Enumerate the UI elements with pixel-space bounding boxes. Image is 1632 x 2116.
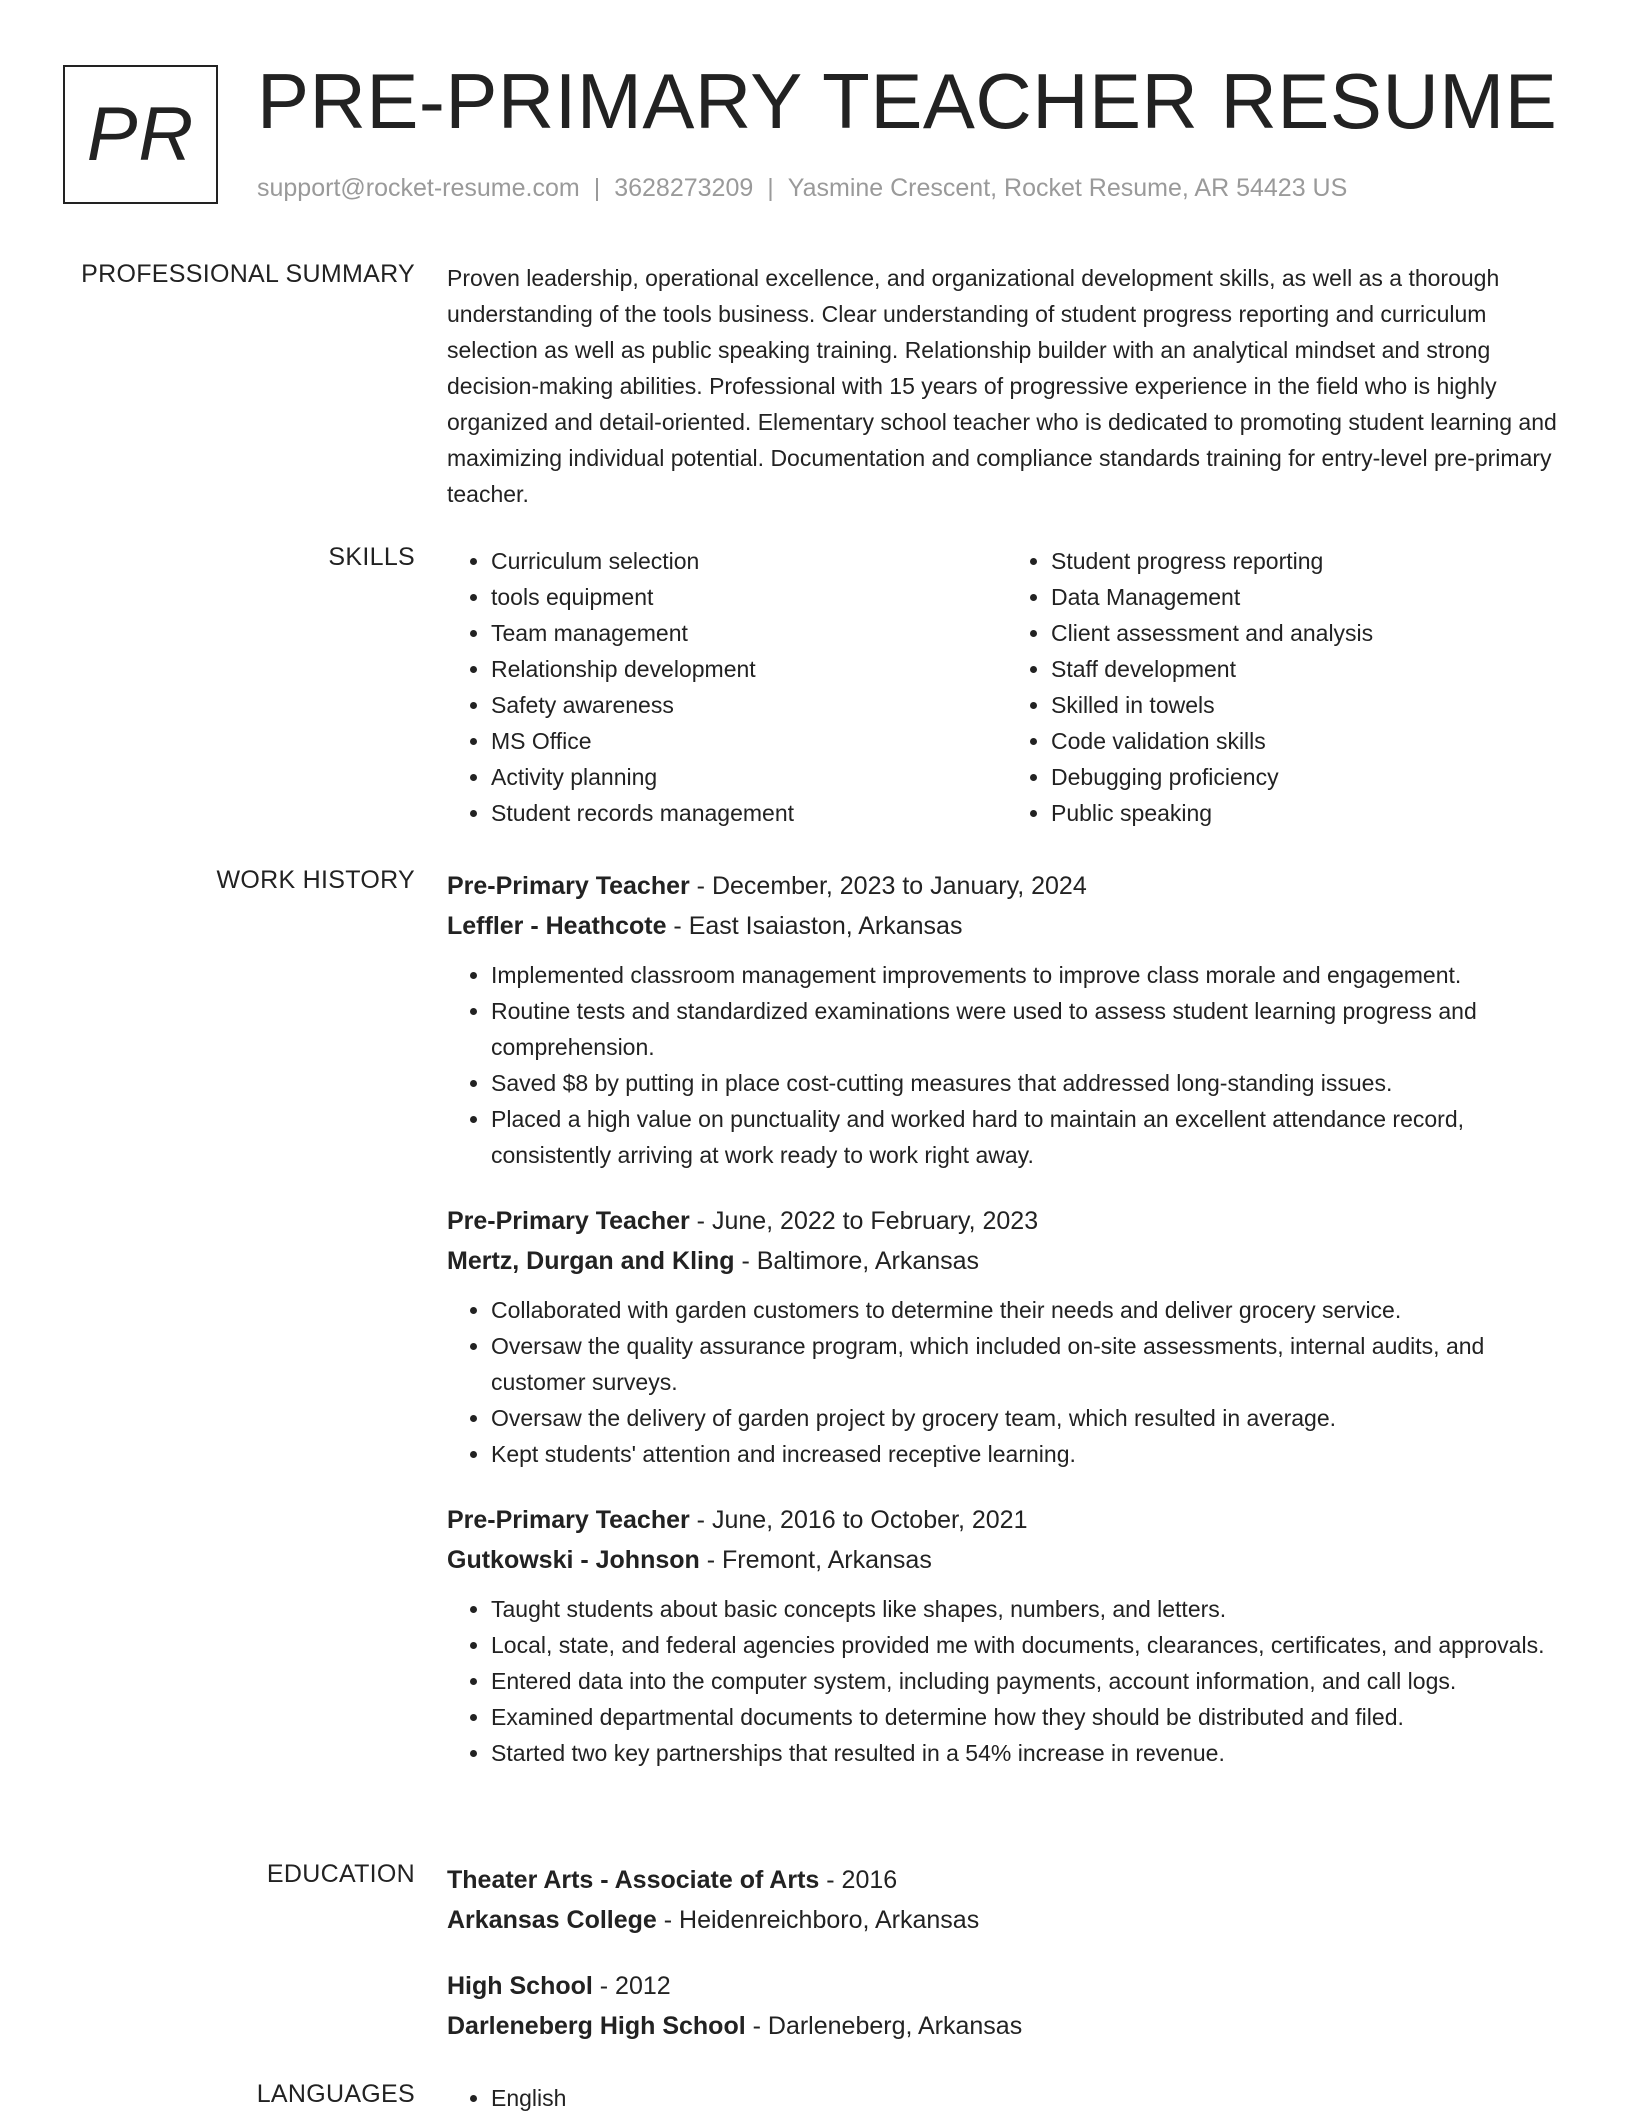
job-entry — [447, 866, 1567, 1173]
job-title: Pre-Primary Teacher — [447, 1506, 690, 1534]
skill-item: • Debugging proficiency — [1051, 759, 1567, 795]
job-bullet: • Placed a high value on punctuality and worked hard to maintain an excellent attendance record, consistently arriving at work ready to work right away. — [491, 1101, 1567, 1173]
job-company: Leffler - Heathcote — [447, 912, 667, 940]
education-year: - 2016 — [819, 1866, 898, 1894]
skill-item: • Data Management — [1051, 579, 1567, 615]
job-location: - Fremont, Arkansas — [699, 1546, 932, 1574]
job-title: Pre-Primary Teacher — [447, 872, 690, 900]
contact-separator: | — [593, 174, 601, 202]
skill-item: • Public speaking — [1051, 795, 1567, 831]
education-year: - 2012 — [592, 1972, 671, 2000]
summary-text: Proven leadership, operational excellence, and organizational development skills, as well as a thorough understanding of the tools business. Clear understanding of student progress reporting and curriculum selection as well as public speaking training. Relationship builder with an analytical mindset and strong decision-making abilities. Professional with 15 years of progressive experience in the field who is highly organized and detail-oriented. Elementary school teacher who is dedicated to promoting student learning and maximizing individual potential. Documentation and compliance standards training for entry-level pre-primary teacher. — [447, 265, 1557, 507]
contact-address: Yasmine Crescent, Rocket Resume, AR 54423 US — [787, 174, 1348, 202]
skill-item: • Relationship development — [491, 651, 1007, 687]
contact-phone[interactable]: 3628273209 — [614, 174, 754, 202]
section-label-summary: PROFESSIONAL SUMMARY — [81, 260, 415, 288]
skill-item: • Curriculum selection — [491, 543, 1007, 579]
education-entry — [447, 1966, 1567, 2046]
job-dates: - June, 2022 to February, 2023 — [689, 1207, 1039, 1235]
education-entry — [447, 1860, 1567, 1940]
job-entry — [447, 1500, 1567, 1771]
page-title: PRE-PRIMARY TEACHER RESUME — [257, 57, 1558, 145]
skill-item: • Safety awareness — [491, 687, 1007, 723]
education-location: - Heidenreichboro, Arkansas — [656, 1906, 980, 1934]
job-bullet: • Taught students about basic concepts like shapes, numbers, and letters. — [491, 1591, 1567, 1627]
job-title: Pre-Primary Teacher — [447, 1207, 690, 1235]
contact-email[interactable]: support@rocket-resume.com — [257, 174, 580, 202]
skills-list-right — [1007, 543, 1567, 831]
job-bullet: • Oversaw the delivery of garden project by grocery team, which resulted in average. — [491, 1400, 1567, 1436]
skill-item: • Team management — [491, 615, 1007, 651]
job-bullet: • Started two key partnerships that resulted in a 54% increase in revenue. — [491, 1735, 1567, 1771]
education-school: Arkansas College — [447, 1906, 657, 1934]
section-label-work: WORK HISTORY — [216, 866, 415, 894]
contact-separator: | — [767, 174, 774, 202]
job-dates: - June, 2016 to October, 2021 — [689, 1506, 1028, 1534]
skill-item: • Activity planning — [491, 759, 1007, 795]
monogram-logo: PR — [63, 65, 218, 204]
skill-item: • tools equipment — [491, 579, 1007, 615]
job-bullet: • Saved $8 by putting in place cost-cutting measures that addressed long-standing issues. — [491, 1065, 1567, 1101]
job-bullet: • Entered data into the computer system, including payments, account information, and call logs. — [491, 1663, 1567, 1699]
job-location: - East Isaiaston, Arkansas — [666, 912, 963, 940]
skill-item: • Staff development — [1051, 651, 1567, 687]
section-label-skills: SKILLS — [328, 543, 415, 571]
education-location: - Darleneberg, Arkansas — [745, 2012, 1023, 2040]
education-degree: Theater Arts - Associate of Arts — [447, 1866, 820, 1894]
job-location: - Baltimore, Arkansas — [734, 1247, 980, 1275]
job-entry — [447, 1201, 1567, 1472]
section-label-languages: LANGUAGES — [256, 2080, 415, 2108]
language-item: • English — [491, 2080, 1567, 2116]
contact-line — [257, 174, 1347, 203]
job-bullet: • Examined departmental documents to determine how they should be distributed and filed. — [491, 1699, 1567, 1735]
skill-item: • Client assessment and analysis — [1051, 615, 1567, 651]
section-label-education: EDUCATION — [266, 1860, 415, 1888]
skill-item: • Student records management — [491, 795, 1007, 831]
job-bullet: • Implemented classroom management improvements to improve class morale and engagement. — [491, 957, 1567, 993]
job-bullet: • Oversaw the quality assurance program, which included on-site assessments, internal audits, and customer surveys. — [491, 1328, 1567, 1400]
job-bullet: • Collaborated with garden customers to determine their needs and deliver grocery service. — [491, 1292, 1567, 1328]
skill-item: • Code validation skills — [1051, 723, 1567, 759]
skill-item: • MS Office — [491, 723, 1007, 759]
job-company: Mertz, Durgan and Kling — [447, 1247, 735, 1275]
job-bullet: • Local, state, and federal agencies provided me with documents, clearances, certificates, and approvals. — [491, 1627, 1567, 1663]
job-company: Gutkowski - Johnson — [447, 1546, 700, 1574]
job-bullet: • Routine tests and standardized examinations were used to assess student learning progress and comprehension. — [491, 993, 1567, 1065]
education-school: Darleneberg High School — [447, 2012, 746, 2040]
job-bullet: • Kept students' attention and increased receptive learning. — [491, 1436, 1567, 1472]
job-dates: - December, 2023 to January, 2024 — [689, 872, 1087, 900]
languages-list — [447, 2080, 1567, 2116]
skills-list-left — [447, 543, 1007, 831]
skill-item: • Student progress reporting — [1051, 543, 1567, 579]
education-degree: High School — [447, 1972, 593, 2000]
skill-item: • Skilled in towels — [1051, 687, 1567, 723]
